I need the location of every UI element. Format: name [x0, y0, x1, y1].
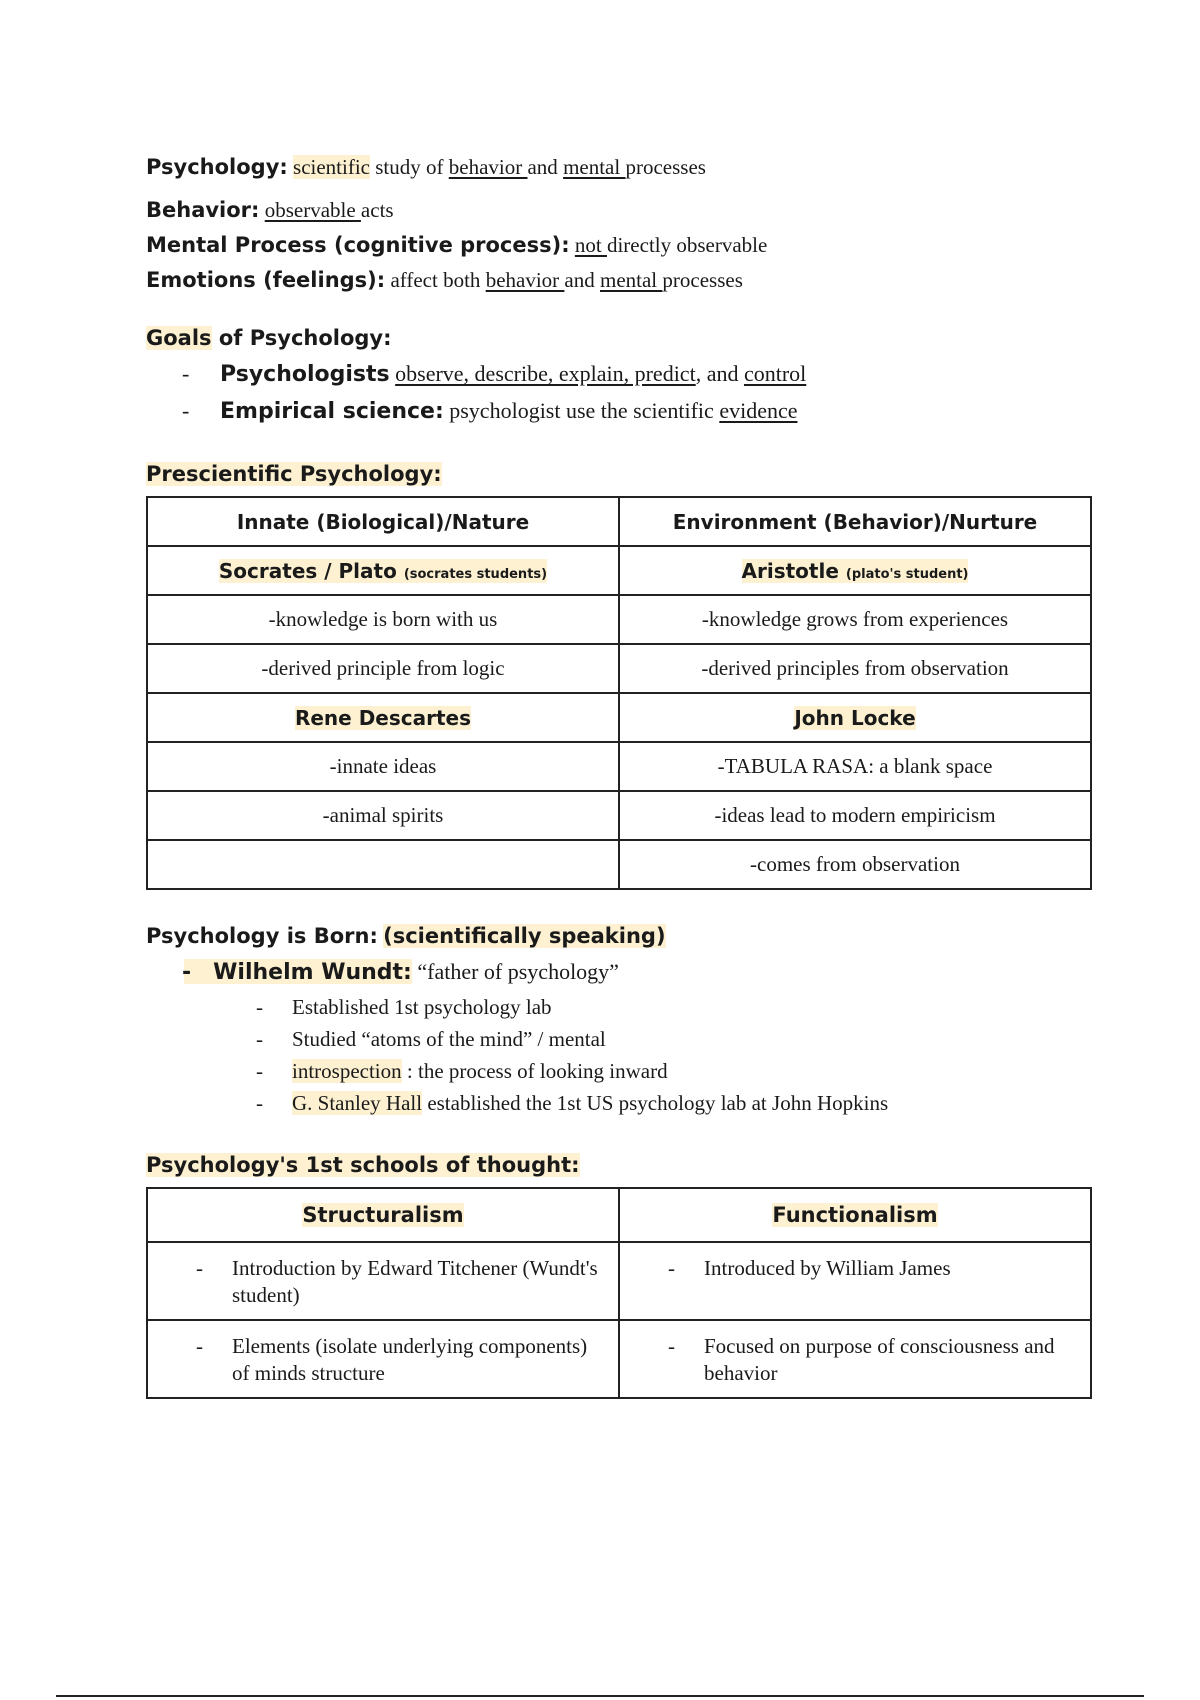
highlight-scientific: scientific [293, 155, 370, 179]
born-point: - Established 1st psychology lab [256, 995, 552, 1019]
definition-behavior: Behavior: observable acts [146, 198, 394, 222]
philosopher-socrates-plato: Socrates / Plato (socrates students) [147, 546, 619, 595]
philosopher-aristotle: Aristotle (plato's student) [619, 546, 1091, 595]
table-cell-empty [147, 840, 619, 889]
column-header-nurture: Environment (Behavior)/Nurture [619, 497, 1091, 546]
born-point: - Studied “atoms of the mind” / mental [256, 1027, 606, 1051]
schools-table [146, 1187, 1092, 1399]
goals-heading: Goals of Psychology: [146, 326, 392, 350]
philosopher-descartes: Rene Descartes [147, 693, 619, 742]
definition-psychology: Psychology: scientific study of behavior and mental processes [146, 155, 706, 179]
goal-item: - Psychologists observe, describe, explain, predict, and control [182, 361, 807, 387]
table-cell: -animal spirits [147, 791, 619, 840]
term-emotions: Emotions (feelings): [146, 268, 386, 292]
column-header-structuralism: Structuralism [147, 1188, 619, 1242]
prescientific-table [146, 496, 1092, 890]
table-cell: -TABULA RASA: a blank space [619, 742, 1091, 791]
term-mental-process: Mental Process (cognitive process): [146, 233, 570, 257]
goal-item: - Empirical science: psychologist use the scientific evidence [182, 398, 798, 424]
wundt-item: - Wilhelm Wundt: “father of psychology” [182, 959, 619, 985]
definition-mental-process: Mental Process (cognitive process): not directly observable [146, 233, 768, 257]
born-point: - G. Stanley Hall established the 1st US psychology lab at John Hopkins [256, 1091, 889, 1115]
table-cell: - Elements (isolate underlying components) of minds structure [147, 1320, 619, 1398]
table-cell: -derived principles from observation [619, 644, 1091, 693]
table-cell: - Introduction by Edward Titchener (Wundt's student) [147, 1242, 619, 1320]
born-heading: Psychology is Born: (scientifically speaking) [146, 924, 666, 948]
table-cell: -knowledge grows from experiences [619, 595, 1091, 644]
table-cell: - Focused on purpose of consciousness and behavior [619, 1320, 1091, 1398]
column-header-nature: Innate (Biological)/Nature [147, 497, 619, 546]
definition-emotions: Emotions (feelings): affect both behavior and mental processes [146, 268, 743, 292]
table-cell: -comes from observation [619, 840, 1091, 889]
page-bottom-rule [56, 1695, 1144, 1697]
notes-page [146, 150, 1092, 1399]
table-cell: -knowledge is born with us [147, 595, 619, 644]
philosopher-locke: John Locke [619, 693, 1091, 742]
table-cell: -ideas lead to modern empiricism [619, 791, 1091, 840]
schools-heading: Psychology's 1st schools of thought: [146, 1153, 580, 1177]
prescientific-heading: Prescientific Psychology: [146, 462, 442, 486]
table-cell: -innate ideas [147, 742, 619, 791]
term-behavior: Behavior: [146, 198, 260, 222]
table-cell: -derived principle from logic [147, 644, 619, 693]
term-psychology: Psychology: [146, 155, 288, 179]
table-cell: - Introduced by William James [619, 1242, 1091, 1320]
born-point: - introspection : the process of looking inward [256, 1059, 668, 1083]
column-header-functionalism: Functionalism [619, 1188, 1091, 1242]
